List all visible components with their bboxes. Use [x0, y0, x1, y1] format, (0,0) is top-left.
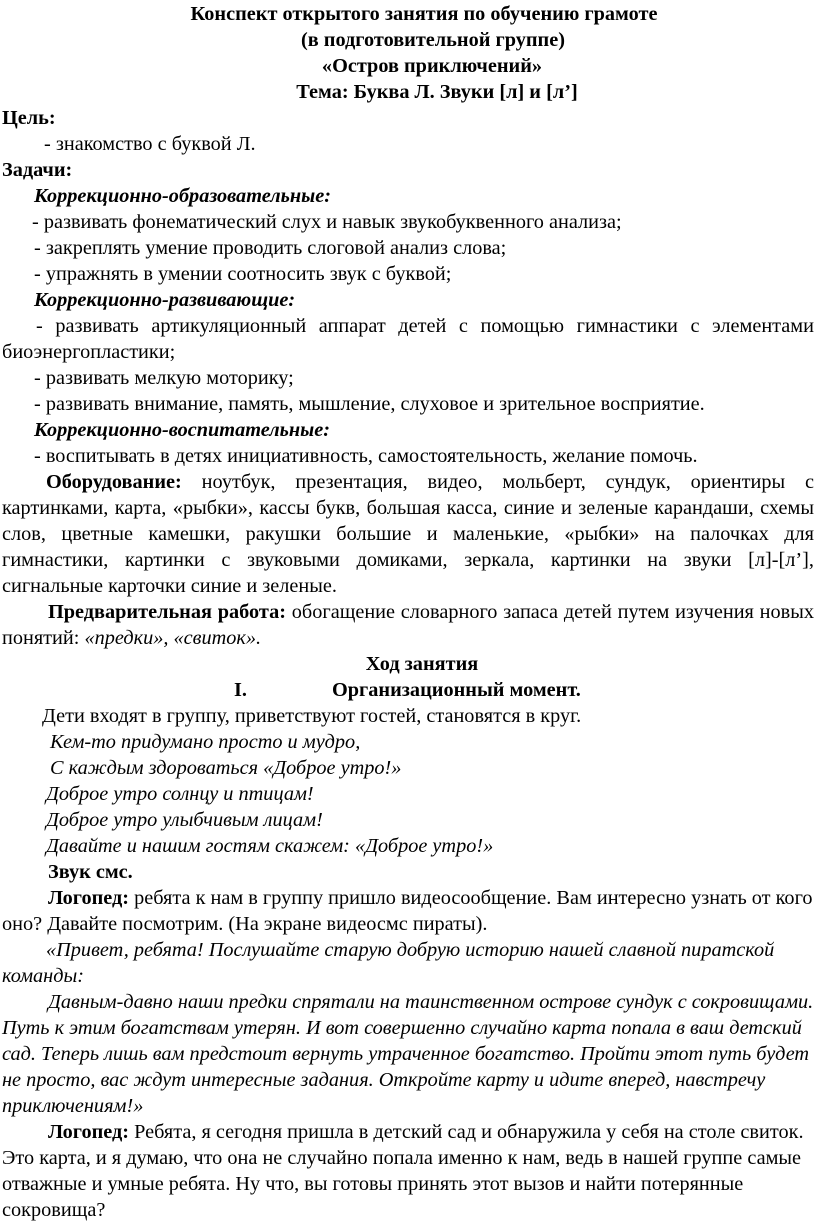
tasks-group-2-item-1: - развивать артикуляционный аппарат детей с помощью гимнастики с элементами биоэнергопластики; [2, 315, 814, 363]
poem-line-5: Давайте и нашим гостям скажем: «Доброе утро!» [46, 835, 494, 857]
speech-1-label: Логопед: [48, 887, 130, 909]
doc-title-line-1: Конспект открытого занятия по обучению грамоте [190, 3, 658, 25]
tasks-group-3-item-1: - воспитывать в детях инициативность, самостоятельность, желание помочь. [34, 445, 698, 467]
speech-1-paragraph [2, 885, 814, 937]
poem-line-2: С каждым здороваться «Доброе утро!» [50, 757, 402, 779]
poem-line-3: Доброе утро солнцу и птицам! [46, 783, 314, 805]
equipment-paragraph [2, 469, 814, 599]
speech-2-text: Ребята, я сегодня пришла в детский сад и обнаружила у себя на столе свиток. Это карта, и я думаю, что она не случайно попала именно к нам, ведь в нашей группе самые отважные и умные ребята. Ну что, вы готовы принять этот вызов и найти потерянные сокровища? [2, 1121, 804, 1221]
prework-italic: «предки», «свиток». [84, 627, 262, 649]
tasks-group-1-item-1: - развивать фонематический слух и навык звукобуквенного анализа; [32, 211, 622, 233]
prework-paragraph [2, 599, 814, 651]
tasks-label: Задачи: [2, 159, 73, 181]
doc-title-line-2: (в подготовительной группе) [301, 29, 565, 51]
tasks-group-1-item-2: - закреплять умение проводить слоговой анализ слова; [34, 237, 507, 259]
section-1-title: Организационный момент. [332, 679, 581, 701]
equipment-text: ноутбук, презентация, видео, мольберт, сундук, ориентиры с картинками, карта, «рыбки», кассы букв, большая касса, синие и зеленые карандаши, схемы слов, цветные камешки, ракушки большие и маленькие, «рыбки» на палочках для гимнастики, картинки с звуковыми домиками, зеркала, картинки на звуки [л]-[л’], сигнальные карточки синие и зеленые. [2, 471, 814, 597]
poem-line-4: Доброе утро улыбчивым лицам! [46, 809, 323, 831]
pirates-message-2: Давным-давно наши предки спрятали на таинственном острове сундук с сокровищами. Путь к этим богатствам утерян. И вот совершенно случайно карта попала в ваш детский сад. Теперь лишь вам предстоит вернуть утраченное богатство. Пройти этот путь будет не просто, вас ждут интересные задания. Откройте карту и идите вперед, навстречу приключениям!» [2, 991, 814, 1117]
tasks-group-2-item-2: - развивать мелкую моторику; [34, 367, 294, 389]
speech-2-label: Логопед: [48, 1121, 130, 1143]
goal-label: Цель: [2, 107, 56, 129]
tasks-group-1-item-3: - упражнять в умении соотносить звук с буквой; [34, 263, 452, 285]
speech-1-text: ребята к нам в группу пришло видеосообщение. Вам интересно узнать от кого оно? Давайте посмотрим. (На экране видеосмс пираты). [2, 887, 813, 935]
tasks-group-2-title: Коррекционно-развивающие: [34, 289, 296, 311]
section-1-number: I. [234, 679, 247, 701]
tasks-group-2-item-3: - развивать внимание, память, мышление, слуховое и зрительное восприятие. [34, 393, 705, 415]
tasks-group-3-title: Коррекционно-воспитательные: [34, 419, 330, 441]
speech-2-paragraph [2, 1119, 814, 1223]
section-1-heading [2, 677, 814, 703]
goal-item: - знакомство с буквой Л. [44, 133, 256, 155]
course-intro: Дети входят в группу, приветствуют гостей, становятся в круг. [42, 705, 582, 727]
prework-text: обогащение словарного запаса детей путем изучения новых понятий: [2, 601, 814, 649]
doc-title-line-3: «Остров приключений» [321, 55, 543, 77]
doc-topic-line: Тема: Буква Л. Звуки [л] и [л’] [296, 81, 578, 103]
sound-sms: Звук смс. [48, 861, 133, 883]
course-title: Ход занятия [365, 653, 479, 675]
pirates-message-1: «Привет, ребята! Послушайте старую добрую историю нашей славной пиратской команды: [2, 939, 775, 987]
tasks-group-1-title: Коррекционно-образовательные: [34, 185, 331, 207]
equipment-label: Оборудование: [46, 471, 182, 493]
prework-label: Предварительная работа: [48, 601, 287, 623]
poem-line-1: Кем-то придумано просто и мудро, [50, 731, 361, 753]
